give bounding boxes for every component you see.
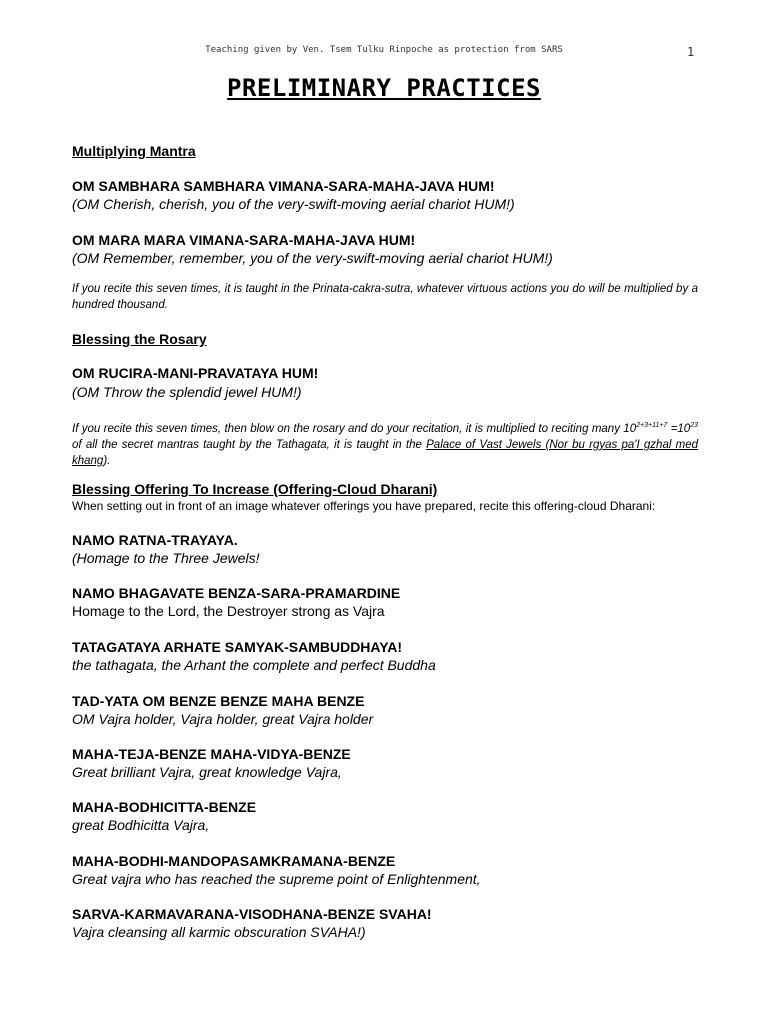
running-header: Teaching given by Ven. Tsem Tulku Rinpoche as protection from SARS	[205, 45, 563, 55]
mantra-line: SARVA-KARMAVARANA-VISODHANA-BENZE SVAHA!	[72, 906, 432, 922]
section-heading-blessing-rosary: Blessing the Rosary	[72, 331, 207, 347]
translation-line: (OM Throw the splendid jewel HUM!)	[72, 384, 302, 400]
translation-line: OM Vajra holder, Vajra holder, great Vajra holder	[72, 711, 374, 727]
mantra-line: MAHA-BODHICITTA-BENZE	[72, 799, 257, 815]
mantra-line: NAMO RATNA-TRAYAYA.	[72, 532, 238, 548]
note-text: of all the secret mantras taught by the Tathagata, it is taught in the	[72, 438, 427, 451]
text-reference: Palace of Vast Jewels (Nor bu rgyas pa'I gzhal med khang	[72, 438, 698, 467]
mantra-line: NAMO BHAGAVATE BENZA-SARA-PRAMARDINE	[72, 585, 401, 601]
mantra-line: OM RUCIRA-MANI-PRAVATAYA HUM!	[72, 365, 319, 381]
mantra-line: OM MARA MARA VIMANA-SARA-MAHA-JAVA HUM!	[72, 232, 416, 248]
translation-line: Great vajra who has reached the supreme point of Enlightenment,	[72, 871, 481, 887]
section-heading-blessing-offering: Blessing Offering To Increase (Offering-Cloud Dharani)	[72, 481, 438, 497]
translation-line: Homage to the Lord, the Destroyer strong as Vajra	[72, 603, 385, 619]
note-text: If you recite this seven times, then blow on the rosary and do your recitation, it is multiplied to reciting many 10	[72, 422, 637, 435]
page-number: 1	[687, 45, 695, 59]
page-title: PRELIMINARY PRACTICES	[227, 74, 541, 102]
exponent: 23	[690, 422, 698, 429]
translation-line: Great brilliant Vajra, great knowledge Vajra,	[72, 764, 342, 780]
translation-line: (OM Remember, remember, you of the very-swift-moving aerial chariot HUM!)	[72, 250, 553, 266]
note-text: =10	[667, 422, 691, 435]
translation-line: Vajra cleansing all karmic obscuration SVAHA!)	[72, 924, 366, 940]
translation-line: (Homage to the Three Jewels!	[72, 550, 260, 566]
mantra-line: MAHA-TEJA-BENZE MAHA-VIDYA-BENZE	[72, 746, 351, 762]
mantra-line: MAHA-BODHI-MANDOPASAMKRAMANA-BENZE	[72, 853, 396, 869]
translation-line: (OM Cherish, cherish, you of the very-swift-moving aerial chariot HUM!)	[72, 196, 515, 212]
translation-line: the tathagata, the Arhant the complete and perfect Buddha	[72, 657, 436, 673]
note-paragraph-rosary	[72, 418, 698, 469]
mantra-line: TATAGATAYA ARHATE SAMYAK-SAMBUDDHAYA!	[72, 639, 403, 655]
section-heading-multiplying-mantra: Multiplying Mantra	[72, 143, 196, 159]
note-text: ).	[103, 454, 111, 467]
exponent: 2+3+11+7	[636, 422, 668, 429]
mantra-line: OM SAMBHARA SAMBHARA VIMANA-SARA-MAHA-JAVA HUM!	[72, 178, 495, 194]
mantra-line: TAD-YATA OM BENZE BENZE MAHA BENZE	[72, 693, 365, 709]
note-paragraph: If you recite this seven times, it is taught in the Prinata-cakra-sutra, whatever virtuous actions you do will be multiplied by a hundred thousand.	[72, 283, 698, 311]
intro-line: When setting out in front of an image whatever offerings you have prepared, recite this offering-cloud Dharani:	[72, 499, 656, 513]
translation-line: great Bodhicitta Vajra,	[72, 817, 210, 833]
